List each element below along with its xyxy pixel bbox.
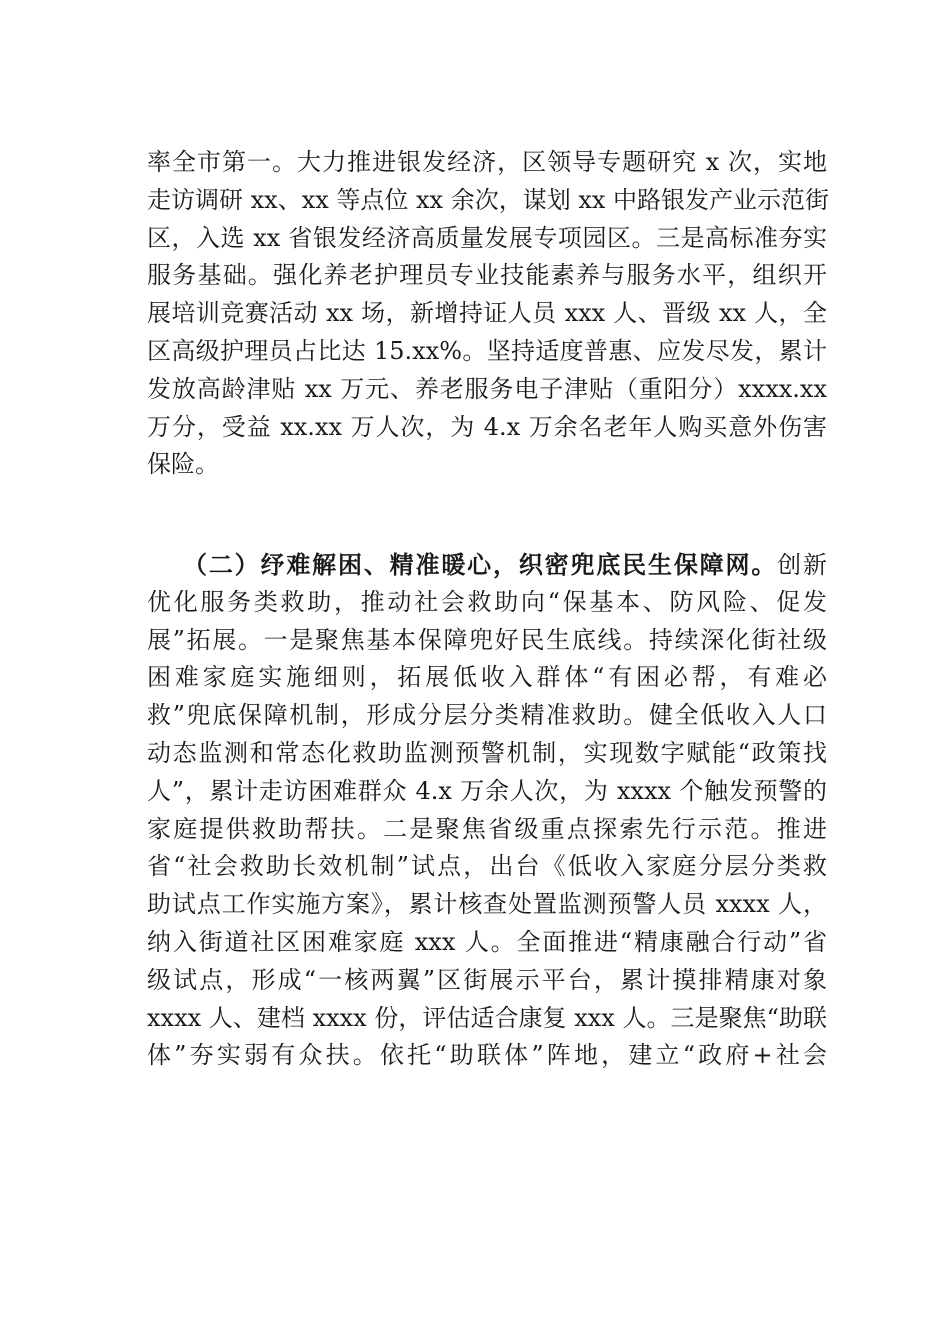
text-line: 发放高龄津贴 xx 万元、养老服务电子津贴（重阳分）xxxx.xx xyxy=(147,374,827,403)
text-line: 保险。 xyxy=(147,450,219,479)
section-heading-line xyxy=(147,546,827,584)
text-line: 展培训竞赛活动 xx 场，新增持证人员 xxx 人、晋级 xx 人，全 xyxy=(147,299,827,328)
paragraph-social-assistance xyxy=(147,546,827,1075)
text-line: 服务基础。强化养老护理员专业技能素养与服务水平，组织开 xyxy=(147,261,827,290)
heading-line-rest: 创新 xyxy=(777,551,828,579)
text-line: 区，入选 xx 省银发经济高质量发展专项园区。三是高标准夯实 xyxy=(147,223,827,252)
paragraph-elderly-services xyxy=(147,144,830,484)
text-line: 级试点，形成“一核两翼”区街展示平台，累计摸排精康对象 xyxy=(147,965,827,994)
section-heading: （二）纾难解困、精准暖心，织密兜底民生保障网。 xyxy=(183,550,778,579)
text-line: xxxx 人、建档 xxxx 份，评估适合康复 xxx 人。三是聚焦“助联 xyxy=(147,1003,827,1032)
text-line: 优化服务类救助，推动社会救助向“保基本、防风险、促发 xyxy=(147,587,827,616)
text-line: 万分，受益 xx.xx 万人次，为 4.x 万余名老年人购买意外伤害 xyxy=(147,412,827,441)
text-line: 救”兜底保障机制，形成分层分类精准救助。健全低收入人口 xyxy=(147,701,827,730)
text-line: 助试点工作实施方案》，累计核查处置监测预警人员 xxxx 人， xyxy=(147,890,827,919)
text-line: 区高级护理员占比达 15.xx%。坚持适度普惠、应发尽发，累计 xyxy=(147,336,827,365)
text-line: 人”，累计走访困难群众 4.x 万余人次，为 xxxx 个触发预警的 xyxy=(147,776,827,805)
text-line: 体”夯实弱有众扶。依托“助联体”阵地，建立“政府+社会 xyxy=(147,1041,827,1070)
text-line: 走访调研 xx、xx 等点位 xx 余次，谋划 xx 中路银发产业示范街 xyxy=(147,185,830,214)
text-line: 困难家庭实施细则，拓展低收入群体“有困必帮，有难必 xyxy=(147,663,827,692)
text-line: 展”拓展。一是聚焦基本保障兜好民生底线。持续深化街社级 xyxy=(147,625,827,654)
text-line: 家庭提供救助帮扶。二是聚焦省级重点探索先行示范。推进 xyxy=(147,814,827,843)
text-line: 省“社会救助长效机制”试点，出台《低收入家庭分层分类救 xyxy=(147,852,827,881)
text-line: 动态监测和常态化救助监测预警机制，实现数字赋能“政策找 xyxy=(147,738,827,767)
text-line: 率全市第一。大力推进银发经济，区领导专题研究 x 次，实地 xyxy=(147,148,827,176)
text-line: 纳入街道社区困难家庭 xxx 人。全面推进“精康融合行动”省 xyxy=(147,927,827,956)
